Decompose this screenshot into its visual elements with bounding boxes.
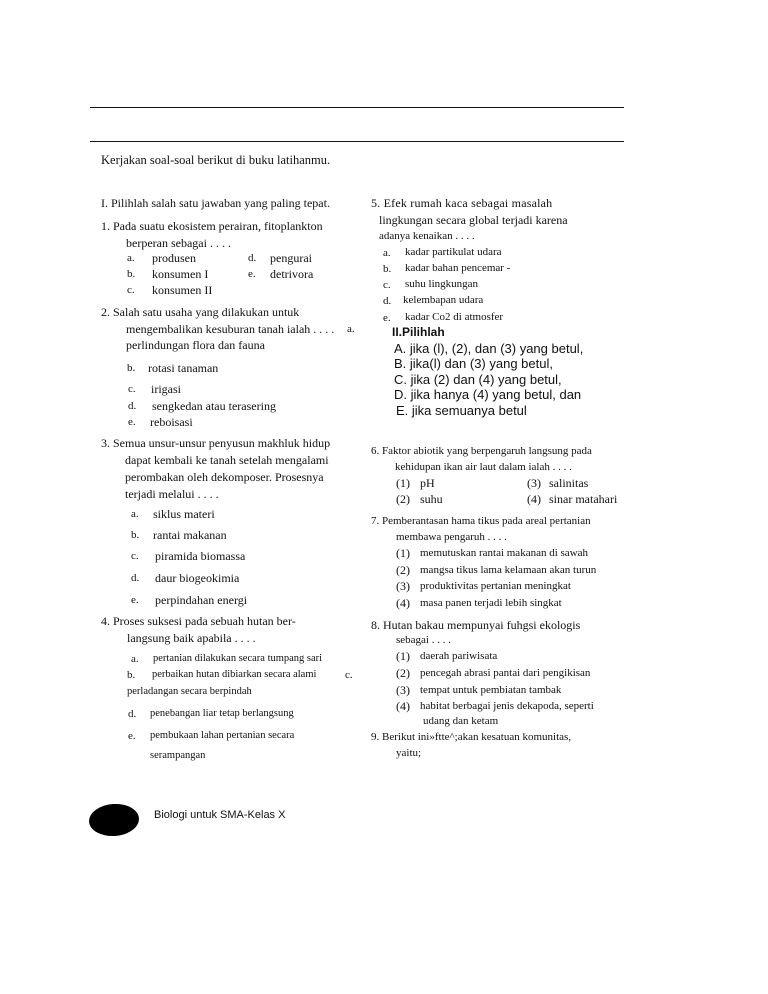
q6-opt-text: salinitas xyxy=(549,476,589,490)
q7-opt-text: mangsa tikus lama kelamaan akan turun xyxy=(420,564,597,576)
q3-opt-letter: d. xyxy=(131,572,140,584)
q2-opt-letter: e. xyxy=(128,416,136,428)
q9-line-2: yaitu; xyxy=(396,747,422,759)
q2-opt-letter: d. xyxy=(128,400,137,412)
q4-line-1: 4. Proses suksesi pada sebuah hutan ber- xyxy=(101,614,296,628)
q3-line-3: perombakan oleh dekomposer. Prosesnya xyxy=(125,470,324,484)
q8-opt-text: pencegah abrasi pantai dari pengikisan xyxy=(420,667,591,679)
q5-opt-text: suhu lingkungan xyxy=(405,278,479,290)
section-2-item: B. jika(l) dan (3) yang betul, xyxy=(394,356,553,371)
q1-opt-letter: d. xyxy=(248,252,257,264)
q2-line-2: mengembalikan kesuburan tanah ialah . . . . xyxy=(126,322,335,336)
q8-opt-text: tempat untuk pembiatan tambak xyxy=(420,684,562,696)
q8-opt-num: (4) xyxy=(396,699,410,713)
q2-opt-text: irigasi xyxy=(151,382,181,396)
q1-line-1: 1. Pada suatu ekosistem perairan, fitoplankton xyxy=(101,219,323,233)
q8-line-2: sebagai . . . . xyxy=(396,634,451,646)
q3-line-1: 3. Semua unsur-unsur penyusun makhluk hidup xyxy=(101,436,331,450)
q5-opt-letter: d. xyxy=(383,295,392,307)
q3-opt-letter: a. xyxy=(131,508,139,520)
q2-line-1: 2. Salah satu usaha yang dilakukan untuk xyxy=(101,305,300,319)
q5-opt-letter: e. xyxy=(383,312,391,324)
q5-opt-text: kadar partikulat udara xyxy=(405,246,502,258)
q6-opt-text: sinar matahari xyxy=(549,492,618,506)
q6-opt-text: pH xyxy=(420,476,435,490)
q4-opt-text: perbaikan hutan dibiarkan secara alami xyxy=(152,669,317,680)
q7-line-2: membawa pengaruh . . . . xyxy=(396,531,507,543)
q7-opt-num: (2) xyxy=(396,563,410,577)
q5-opt-text: kadar bahan pencemar - xyxy=(405,262,511,274)
q1-opt-text: detrivora xyxy=(270,267,314,281)
q4-line-2: langsung baik apabila . . . . xyxy=(127,631,256,645)
q3-opt-letter: c. xyxy=(131,550,139,562)
q8-opt-num: (2) xyxy=(396,666,410,680)
q7-opt-num: (3) xyxy=(396,579,410,593)
section-1-heading: I. Pilihlah salah satu jawaban yang paling tepat. xyxy=(101,196,330,210)
page-number-blot xyxy=(88,802,140,837)
instruction: Kerjakan soal-soal berikut di buku latihanmu. xyxy=(101,153,331,167)
q2-opt-letter: b. xyxy=(127,362,136,374)
top-rule-2 xyxy=(90,141,624,142)
q7-opt-text: masa panen terjadi lebih singkat xyxy=(420,597,562,609)
q4-opt-letter: a. xyxy=(131,653,139,665)
section-2-item: C. jika (2) dan (4) yang betul, xyxy=(394,372,562,387)
q1-opt-letter: a. xyxy=(127,252,135,264)
q6-line-2: kehidupan ikan air laut dalam ialah . . . . xyxy=(395,461,572,473)
q1-line-2: berperan sebagai . . . . xyxy=(126,236,231,250)
q4-opt-letter: b. xyxy=(127,669,136,681)
q7-opt-num: (1) xyxy=(396,546,410,560)
q7-opt-num: (4) xyxy=(396,596,410,610)
q3-opt-text: daur biogeokimia xyxy=(155,571,240,585)
q8-opt-text: daerah pariwisata xyxy=(420,650,498,662)
q1-opt-text: pengurai xyxy=(270,251,312,265)
q2-opt-text: sengkedan atau terasering xyxy=(152,399,276,413)
q1-opt-text: konsumen I xyxy=(152,267,209,281)
q3-opt-text: perpindahan energi xyxy=(155,593,248,607)
q5-line-2: lingkungan secara global terjadi karena xyxy=(379,213,568,227)
footer-text: Biologi untuk SMA-Kelas X xyxy=(154,809,286,821)
q3-opt-text: piramida biomassa xyxy=(155,549,246,563)
top-rule-1 xyxy=(90,107,624,108)
q5-opt-text: kadar Co2 di atmosfer xyxy=(405,311,504,323)
q8-line-1: 8. Hutan bakau mempunyai fuhgsi ekologis xyxy=(371,618,581,632)
q5-line-1: 5. Efek rumah kaca sebagai masalah xyxy=(371,196,553,210)
q4-opt-text: pertanian dilakukan secara tumpang sari xyxy=(153,653,323,664)
q3-opt-text: siklus materi xyxy=(153,507,215,521)
q3-opt-text: rantai makanan xyxy=(153,528,227,542)
section-2-item: A. jika (l), (2), dan (3) yang betul, xyxy=(394,341,584,356)
q8-opt-text: udang dan ketam xyxy=(423,715,499,727)
q7-line-1: 7. Pemberantasan hama tikus pada areal pertanian xyxy=(371,515,591,527)
q4-opt-letter: d. xyxy=(128,708,137,720)
section-2-title: II.Pilihlah xyxy=(392,325,445,339)
q1-opt-text: konsumen II xyxy=(152,283,213,297)
q6-line-1: 6. Faktor abiotik yang berpengaruh langsung pada xyxy=(371,445,592,457)
q3-line-2: dapat kembali ke tanah setelah mengalami xyxy=(125,453,329,467)
q5-opt-text: kelembapan udara xyxy=(403,294,484,306)
q1-opt-letter: e. xyxy=(248,268,256,280)
q4-opt-text: pembukaan lahan pertanian secara xyxy=(150,730,295,741)
q6-opt-num: (1) xyxy=(396,476,410,490)
q5-opt-letter: a. xyxy=(383,247,391,259)
q7-opt-text: produktivitas pertanian meningkat xyxy=(420,580,571,592)
section-2-item: E. jika semuanya betul xyxy=(396,403,527,418)
q6-opt-num: (2) xyxy=(396,492,410,506)
q4-opt-text: serampangan xyxy=(150,750,206,761)
q7-opt-text: memutuskan rantai makanan di sawah xyxy=(420,547,589,559)
q8-opt-num: (3) xyxy=(396,683,410,697)
q8-opt-num: (1) xyxy=(396,649,410,663)
q3-opt-letter: e. xyxy=(131,594,139,606)
q3-line-4: terjadi melalui . . . . xyxy=(125,487,219,501)
q2-opt-text: reboisasi xyxy=(150,415,193,429)
q2-opt-letter: a. xyxy=(347,323,355,335)
q6-opt-num: (3) xyxy=(527,476,541,490)
q6-opt-num: (4) xyxy=(527,492,541,506)
q1-opt-letter: c. xyxy=(127,284,135,296)
q1-opt-letter: b. xyxy=(127,268,136,280)
q8-opt-text: habitat berbagai jenis dekapoda, seperti xyxy=(420,700,594,712)
q4-opt-text: penebangan liar tetap berlangsung xyxy=(150,708,294,719)
q5-opt-letter: b. xyxy=(383,263,392,275)
q3-opt-letter: b. xyxy=(131,529,140,541)
q2-opt-text: rotasi tanaman xyxy=(148,361,219,375)
section-2-item: D. jika hanya (4) yang betul, dan xyxy=(394,387,582,402)
q6-opt-text: suhu xyxy=(420,492,443,506)
q2-opt-text: perlindungan flora dan fauna xyxy=(126,338,265,352)
q4-opt-text: perladangan secara berpindah xyxy=(127,686,252,697)
q2-opt-letter: c. xyxy=(128,383,136,395)
q4-opt-letter: e. xyxy=(128,730,136,742)
q5-line-3: adanya kenaikan . . . . xyxy=(379,230,475,242)
q9-line-1: 9. Berikut ini»ftte^;akan kesatuan komunitas, xyxy=(371,731,572,743)
q5-opt-letter: c. xyxy=(383,279,391,291)
q4-opt-letter: c. xyxy=(345,669,353,681)
q1-opt-text: produsen xyxy=(152,251,196,265)
